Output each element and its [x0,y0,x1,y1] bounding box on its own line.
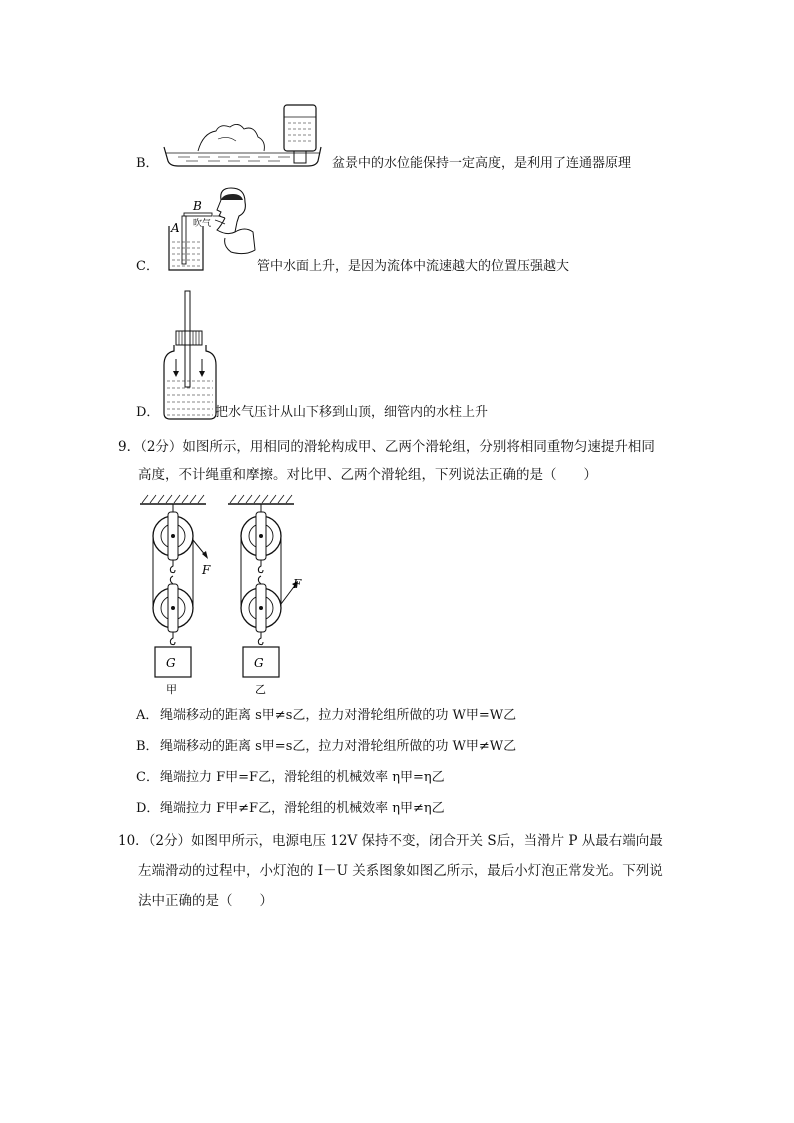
option-c-text: 管中水面上升，是因为流体中流速越大的位置压强越大 [257,259,570,274]
pulley-system-right [228,495,302,696]
q9-option-c-letter: C． [136,770,159,785]
option-d-text: 把水气压计从山下移到山顶，细管内的水柱上升 [215,405,489,420]
caption-left: 甲 [166,683,177,696]
q9-option-c-text: 绳端拉力 F甲=F乙，滑轮组的机械效率 η甲=η乙 [160,770,445,785]
pulley-system-left [140,495,211,696]
q10-stem-line2: 左端滑动的过程中，小灯泡的 I－U 关系图象如图乙所示，最后小灯泡正常发光。下列说 [138,863,663,879]
q9-option-b-text: 绳端移动的距离 s甲=s乙，拉力对滑轮组所做的功 W甲≠W乙 [160,739,517,754]
straw-blow-figure [165,186,257,274]
force-label-left: F [202,563,211,577]
caption-right: 乙 [255,683,266,696]
option-c-letter: C． [136,259,159,274]
q9-stem-line1: 9．（2分）如图所示，用相同的滑轮构成甲、乙两个滑轮组，分别将相同重物匀速提升相同 [118,439,655,455]
q10-stem-line3: 法中正确的是（ ） [138,893,273,909]
q9-option-d-text: 绳端拉力 F甲≠F乙，滑轮组的机械效率 η甲≠η乙 [160,801,445,816]
option-b-text: 盆景中的水位能保持一定高度，是利用了连通器原理 [332,156,632,171]
label-b: B [193,199,202,213]
bonsai-figure [158,103,328,173]
weight-label-left: G [166,656,176,670]
label-a: A [171,221,180,235]
q9-option-d-letter: D． [136,801,160,816]
option-d-letter: D． [136,405,160,420]
weight-label-right: G [254,656,264,670]
force-label-right: F [293,577,302,591]
q10-stem-line1: 10．（2分）如图甲所示，电源电压 12V 保持不变，闭合开关 S后，当滑片 P 从最右端向最 [118,833,663,849]
pulley-systems-figure [136,492,316,702]
q9-stem-line2: 高度，不计绳重和摩擦。对比甲、乙两个滑轮组，下列说法正确的是（ ） [138,467,597,483]
label-blow: 吹气 [193,219,212,229]
option-b-letter: B． [136,156,159,171]
q9-option-b-letter: B． [136,739,159,754]
q9-option-a-letter: A． [136,708,159,723]
q9-option-a-text: 绳端移动的距离 s甲≠s乙，拉力对滑轮组所做的功 W甲=W乙 [160,708,517,723]
water-barometer-figure [162,289,220,421]
